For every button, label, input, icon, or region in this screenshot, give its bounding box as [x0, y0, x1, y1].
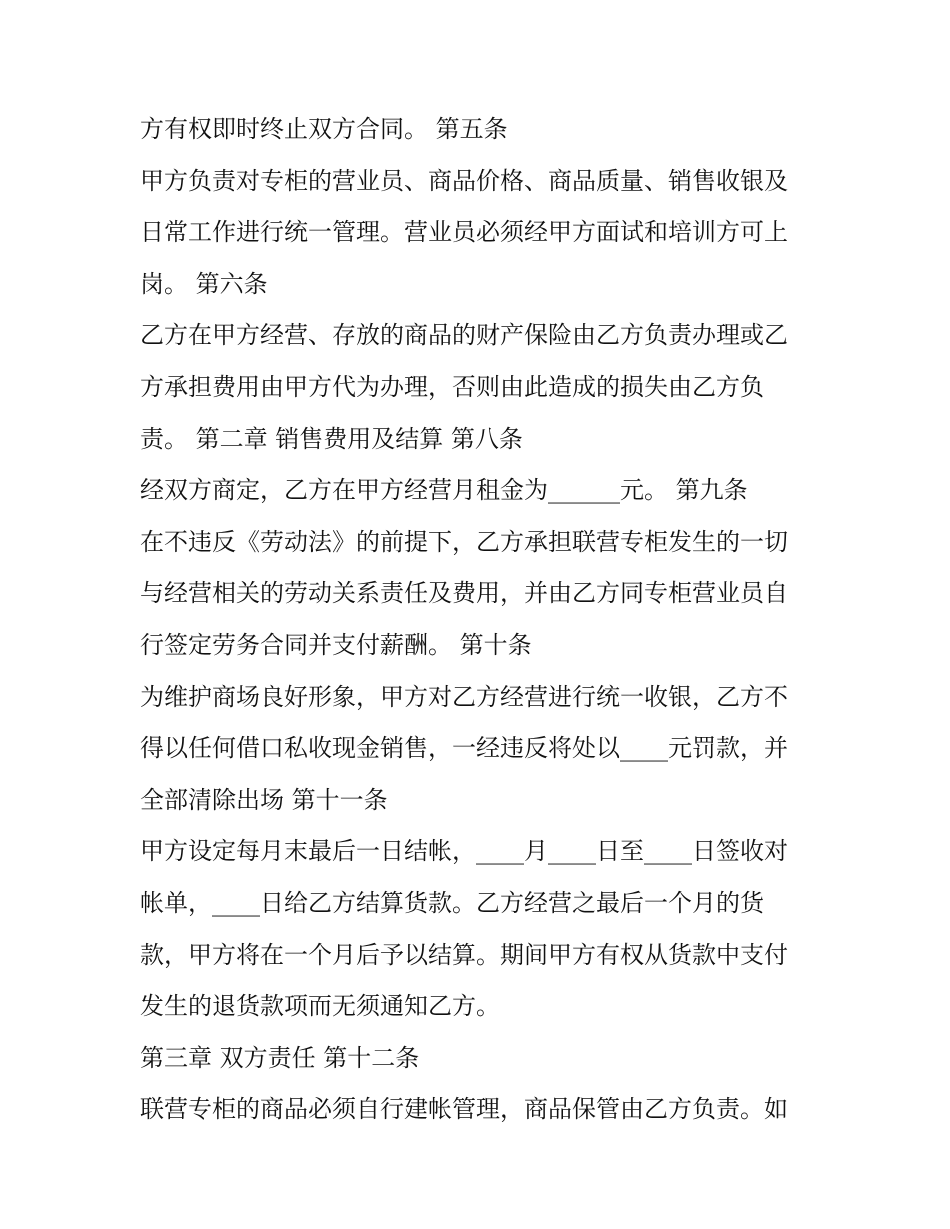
text-line: 与经营相关的劳动关系责任及费用，并由乙方同专柜营业员自	[140, 579, 788, 608]
text-line: 乙方在甲方经营、存放的商品的财产保险由乙方负责办理或乙	[140, 321, 788, 350]
text-line: 发生的退货款项而无须通知乙方。	[140, 992, 500, 1021]
text-line: 岗。 第六条	[140, 269, 268, 298]
text-line: 联营专柜的商品必须自行建帐管理，商品保管由乙方负责。如	[140, 1095, 788, 1124]
text-line: 帐单，____日给乙方结算货款。乙方经营之最后一个月的货	[140, 888, 764, 917]
text-line: 甲方设定每月末最后一日结帐，____月____日至____日签收对	[140, 837, 788, 866]
text-line: 方有权即时终止双方合同。 第五条	[140, 115, 508, 143]
text-line: 为维护商场良好形象，甲方对乙方经营进行统一收银，乙方不	[140, 682, 788, 711]
text-line: 全部清除出场 第十一条	[140, 785, 388, 814]
text-line: 经双方商定，乙方在甲方经营月租金为______元。 第九条	[140, 476, 748, 505]
text-line: 第三章 双方责任 第十二条	[140, 1043, 420, 1072]
contract-text	[140, 104, 820, 1136]
text-line: 方承担费用由甲方代为办理，否则由此造成的损失由乙方负	[140, 372, 764, 401]
text-line: 款，甲方将在一个月后予以结算。期间甲方有权从货款中支付	[140, 940, 788, 969]
text-line: 在不违反《劳动法》的前提下，乙方承担联营专柜发生的一切	[140, 527, 788, 556]
text-line: 甲方负责对专柜的营业员、商品价格、商品质量、销售收银及	[140, 166, 788, 195]
text-line: 得以任何借口私收现金销售，一经违反将处以____元罚款，并	[140, 734, 788, 763]
text-line: 日常工作进行统一管理。营业员必须经甲方面试和培训方可上	[140, 218, 788, 247]
text-line: 责。 第二章 销售费用及结算 第八条	[140, 424, 523, 453]
text-line: 行签定劳务合同并支付薪酬。 第十条	[140, 630, 532, 659]
